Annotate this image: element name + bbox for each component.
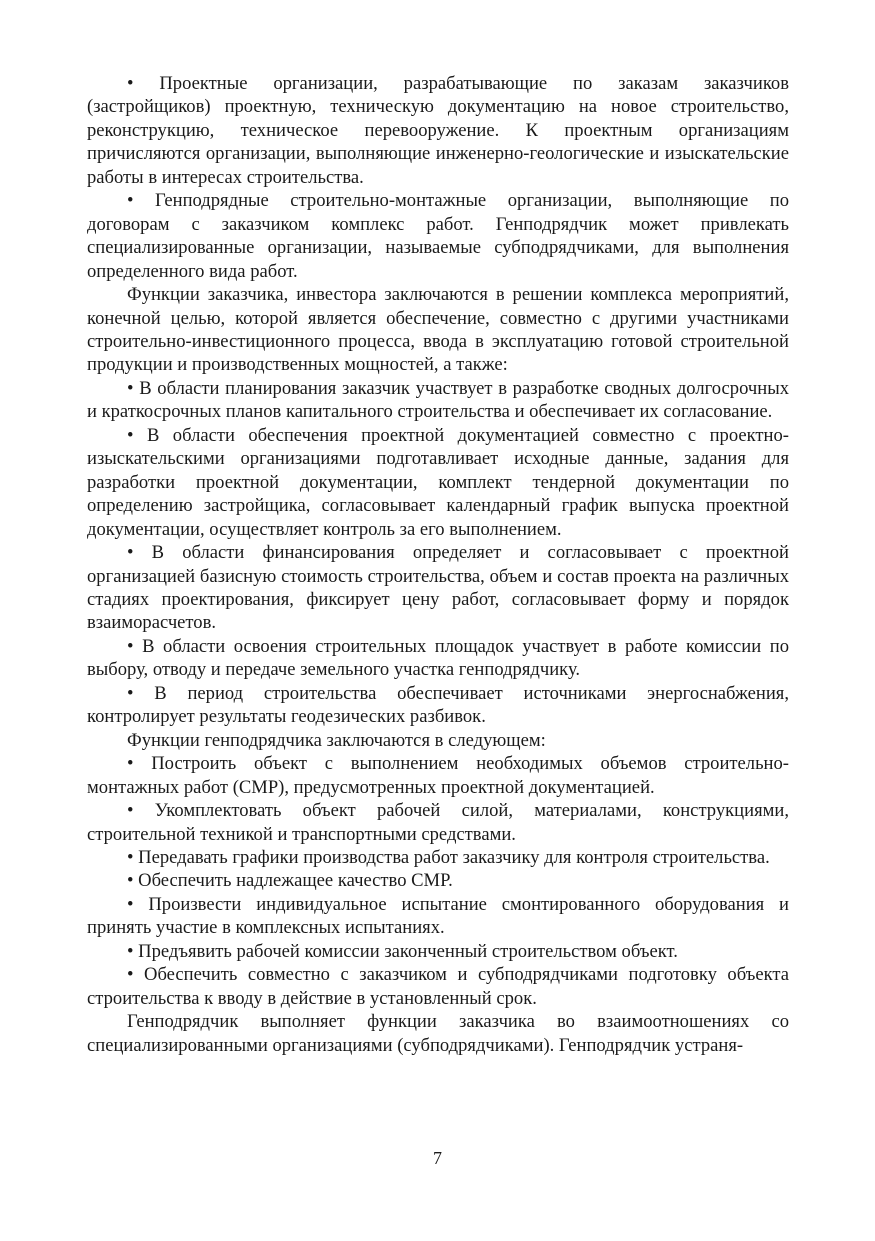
paragraph-general-contractors: • Генподрядные строительно-монтажные организации, выполняющие по договорам с заказчиком комплекс работ. Генподрядчик может привлекать специализированные организации, называемые субподрядчиками, для выполнения определенного вида работ. [87, 190, 789, 282]
paragraph-staffing: • Укомплектовать объект рабочей силой, материалами, конструкциями, строительной техникой и транспортными средствами. [87, 800, 789, 845]
paragraph-present-object: • Предъявить рабочей комиссии законченный строительством объект. [127, 940, 678, 962]
paragraph-contractor-functions-intro: Функции генподрядчика заключаются в следующем: [127, 729, 546, 751]
page-number: 7 [433, 1148, 442, 1168]
paragraph-build-object: • Построить объект с выполнением необходимых объемов строительно-монтажных работ (СМР), предусмотренных проектной документацией. [87, 753, 789, 798]
paragraph-commissioning: • Обеспечить совместно с заказчиком и субподрядчиками подготовку объекта строительства к вводу в действие в установленный срок. [87, 964, 789, 1009]
paragraph-contractor-subcontractors: Генподрядчик выполняет функции заказчика во взаимоотношениях со специализированными организациями (субподрядчиками). Генподрядчик устраня- [87, 1011, 789, 1056]
paragraph-project-documentation: • В области обеспечения проектной документацией совместно с проектно-изыскательскими организациями подготавливает исходные данные, задания для разработки проектной документации, комплект тендерной документации по определению застройщика, согласовывает календарный график выпуска проектной документации, осуществляет контроль за его выполнением. [87, 424, 789, 540]
paragraph-testing: • Произвести индивидуальное испытание смонтированного оборудования и принять участие в комплексных испытаниях. [87, 893, 789, 939]
page-body [87, 72, 789, 1057]
paragraph-construction-period: • В период строительства обеспечивает источниками энергоснабжения, контролирует результаты геодезических разбивок. [87, 682, 789, 728]
paragraph-customer-functions-intro: Функции заказчика, инвестора заключаются в решении комплекса мероприятий, конечной целью, которой является обеспечение, совместно с другими участниками строительно-инвестиционного процесса, ввода в эксплуатацию готовой строительной продукции и производственных мощностей, а также: [87, 284, 789, 376]
paragraph-quality: • Обеспечить надлежащее качество СМР. [127, 870, 453, 892]
paragraph-schedules: • Передавать графики производства работ заказчику для контроля строительства. [127, 846, 770, 868]
paragraph-project-organizations: • Проектные организации, разрабатывающие по заказам заказчиков (застройщиков) проектную, техническую документацию на новое строительство, реконструкцию, техническое перевооружение. К проектным организациям причисляются организации, выполняющие инженерно-геологические и изыскательские работы в интересах строительства. [87, 73, 789, 188]
paragraph-planning: • В области планирования заказчик участвует в разработке сводных долгосрочных и краткосрочных планов капитального строительства и обеспечивает их согласование. [87, 377, 789, 423]
paragraph-construction-sites: • В области освоения строительных площадок участвует в работе комиссии по выбору, отводу и передаче земельного участка генподрядчику. [87, 635, 789, 681]
paragraph-financing: • В области финансирования определяет и согласовывает с проектной организацией базисную стоимость строительства, объем и состав проекта на различных стадиях проектирования, фиксирует цену работ, согласовывает форму и порядок взаиморасчетов. [87, 542, 789, 634]
